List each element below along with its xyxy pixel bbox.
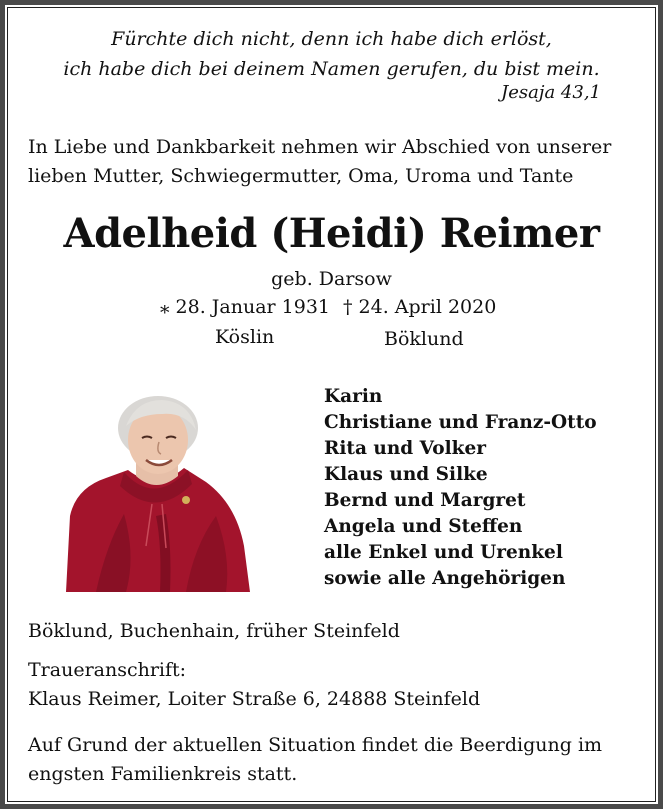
mourner-item: Angela und Steffen — [324, 516, 523, 537]
mourner-item: sowie alle Angehörigen — [324, 568, 566, 589]
mourner-item: Karin — [324, 386, 383, 407]
verse-reference: Jesaja 43,1 — [501, 82, 601, 103]
deceased-name: Adelheid (Heidi) Reimer — [63, 210, 600, 257]
mourner-item: Christiane und Franz-Otto — [324, 412, 597, 433]
notice-line-1: Auf Grund der aktuellen Situation findet die Beerdigung im — [28, 734, 603, 756]
intro-line-2: lieben Mutter, Schwiegermutter, Oma, Uroma und Tante — [28, 165, 574, 187]
maiden-name: geb. Darsow — [271, 268, 392, 290]
mourners-list — [324, 384, 597, 592]
portrait-photo — [66, 396, 250, 592]
mourner-item: Klaus und Silke — [324, 464, 488, 485]
death-place: Böklund — [384, 328, 464, 350]
address-line: Klaus Reimer, Loiter Straße 6, 24888 Steinfeld — [28, 688, 481, 710]
birth-place: Köslin — [215, 326, 275, 348]
intro-line-1: In Liebe und Dankbarkeit nehmen wir Abschied von unserer — [28, 136, 612, 158]
mourner-item: Bernd und Margret — [324, 490, 526, 511]
birth-date: ⁎ 28. Januar 1931 — [160, 296, 331, 318]
address-label: Traueranschrift: — [28, 659, 187, 681]
verse-line-2: ich habe dich bei deinem Namen gerufen, du bist mein. — [63, 58, 600, 80]
death-date: † 24. April 2020 — [343, 296, 497, 318]
mourner-item: alle Enkel und Urenkel — [324, 542, 563, 563]
notice-line-2: engsten Familienkreis statt. — [28, 763, 298, 785]
location-line: Böklund, Buchenhain, früher Steinfeld — [28, 620, 400, 642]
mourner-item: Rita und Volker — [324, 438, 487, 459]
verse-line-1: Fürchte dich nicht, denn ich habe dich erlöst, — [111, 28, 552, 50]
